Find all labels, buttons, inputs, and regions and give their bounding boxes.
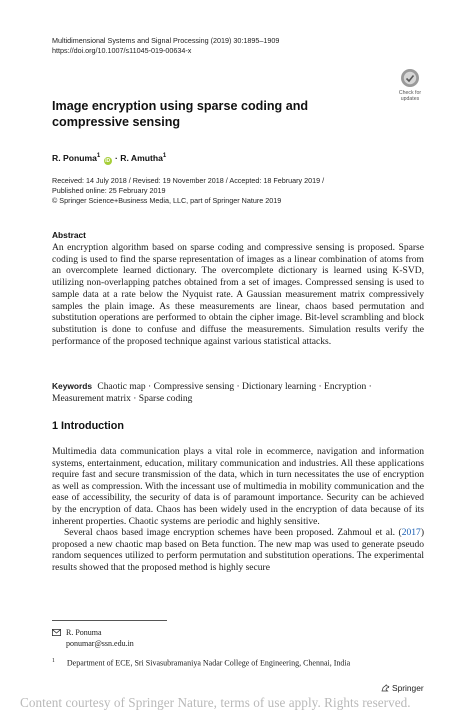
keywords-block — [52, 380, 424, 405]
publisher-logo — [381, 683, 424, 693]
footnote-divider — [52, 620, 167, 621]
badge-label-line2: updates — [400, 96, 420, 102]
corresponding-author — [52, 628, 134, 649]
abstract-text: An encryption algorithm based on sparse coding and compressive sensing is proposed. Sparse coding is used to find the sparse representation of images as a linear combination of atoms from an overcomplete learned dictionary. The overcomplete dictionary is learned using K-SVD, utilizing non-overlapping patches obtained from a set of images. Compressed sensing is used to sample data at a rate below the Nyquist rate. A Gaussian measurement matrix compressively samples the plain image. As these measurements are linear, chaos based permutation and substitution operations are performed to obtain the cipher image. Bit-level scrambling and block substitution is done to confuse and diffuse the measurements. Simulation results verify the performance of the proposed technique against various statistical attacks. — [52, 242, 424, 347]
received-dates: Received: 14 July 2018 / Revised: 19 November 2018 / Accepted: 18 February 2019 / — [52, 176, 325, 185]
abstract-heading: Abstract — [52, 230, 86, 240]
journal-citation: Multidimensional Systems and Signal Processing (2019) 30:1895–1909 — [52, 36, 280, 45]
orcid-icon[interactable]: iD — [105, 157, 111, 164]
check-for-updates-icon — [392, 68, 428, 102]
badge-label-line1: Check for — [398, 90, 422, 96]
author-list — [52, 150, 166, 165]
contact-email[interactable]: ponumar@ssn.edu.in — [66, 638, 134, 648]
publication-history — [52, 176, 324, 206]
article-title: Image encryption using sparse coding and compressive sensing — [52, 99, 309, 129]
paragraph-text: Several chaos based image encryption schemes have been proposed. Zahmoul et al. ( — [64, 527, 402, 539]
doi-link[interactable]: https://doi.org/10.1007/s11045-019-00634-x — [52, 46, 192, 55]
copyright-line: © Springer Science+Business Media, LLC, part of Springer Nature 2019 — [52, 196, 282, 205]
citation-link[interactable]: 2017 — [401, 527, 421, 539]
paragraph-text: ) proposed a new chaotic map based on Beta function. The new map was used to generate pseudo random sequences utilized to perform permutation and substitution operations. The experimental results showed that the proposed method is highly secure — [52, 527, 424, 573]
paragraph: Multimedia data communication plays a vital role in ecommerce, navigation and information systems, entertainment, education, military communication and industries. All these applications require fast and secure transmission of the data, which in turn necessitates the use of encryption as well as compression. With the incessant use of multimedia in mobility communication and the ease of accessibility, the security of data is of paramount importance. Security can be achieved by the encryption of data. Chaos has been widely used in the encryption of data because of its inherent properties. Chaotic systems are periodic and highly sensitive. — [52, 446, 424, 527]
paragraph — [52, 527, 424, 573]
introduction-body — [52, 446, 424, 574]
author-separator: · — [112, 152, 121, 163]
springer-horse-icon — [381, 684, 390, 692]
journal-header — [52, 36, 279, 56]
author-name[interactable]: R. Ponuma — [52, 152, 97, 163]
envelope-icon — [52, 629, 61, 636]
section-heading: 1 Introduction — [52, 420, 124, 432]
published-date: Published online: 25 February 2019 — [52, 186, 166, 195]
affiliation-number: 1 — [52, 658, 55, 664]
contact-name: R. Ponuma — [66, 628, 102, 637]
author-name[interactable]: R. Amutha — [120, 152, 163, 163]
author-affiliation-sup: 1 — [162, 153, 167, 159]
affiliation-text: Department of ECE, Sri Sivasubramaniya Nadar College of Engineering, Chennai, India — [66, 658, 351, 668]
copyright-watermark: Content courtesy of Springer Nature, terms of use apply. Rights reserved. — [20, 695, 411, 710]
affiliation-footnote — [52, 656, 350, 669]
keywords-label: Keywords — [52, 381, 93, 391]
check-for-updates-badge[interactable] — [392, 68, 428, 102]
author-affiliation-sup: 1 — [96, 153, 101, 159]
publisher-name: Springer — [392, 683, 424, 693]
keywords-list: Chaotic map · Compressive sensing · Dictionary learning · Encryption · Measurement matrix · Sparse coding — [52, 382, 372, 404]
